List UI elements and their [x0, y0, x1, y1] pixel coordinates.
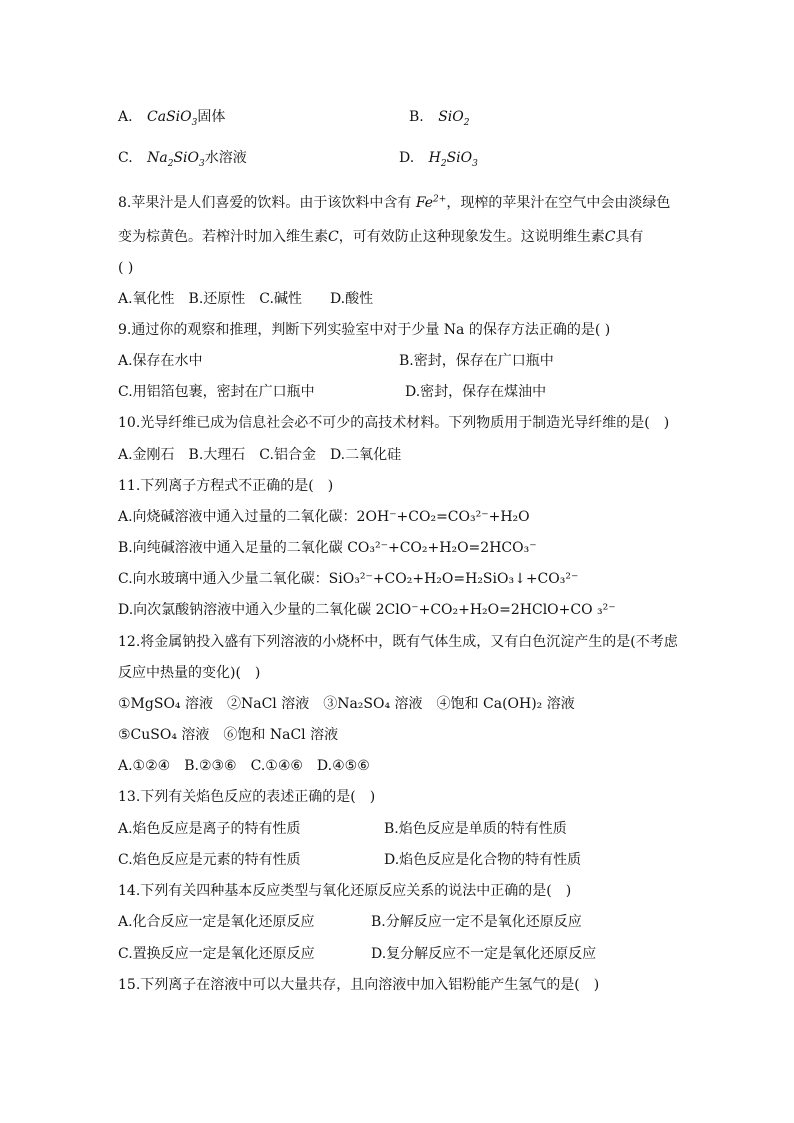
option-text: 固体 — [197, 109, 226, 125]
q9-option-d: D.密封，保存在煤油中 — [405, 384, 547, 400]
q13-option-b: B.焰色反应是单质的特有性质 — [384, 821, 567, 837]
formula-text: CaSiO — [147, 109, 192, 125]
formula — [428, 150, 478, 169]
formula-sub: 3 — [191, 117, 198, 128]
formula-sub: 2 — [440, 158, 447, 169]
q8-text: 8.苹果汁是人们喜爱的饮料。由于该饮料中含有 — [118, 195, 412, 211]
q9-option-a: A.保存在水中 — [118, 353, 203, 369]
q12-options: A.①②④ B.②③⑥ C.①④⑥ D.④⑤⑥ — [118, 758, 370, 774]
q11-option-d: D.向次氯酸钠溶液中通入少量的二氧化碳 2ClO⁻+CO₂+H₂O=2HClO+CO ₃²⁻ — [118, 602, 616, 618]
option-label: D. — [399, 150, 415, 166]
q12-line-3: ①MgSO₄ 溶液 ②NaCl 溶液 ③Na₂SO₄ 溶液 ④饱和 Ca(OH)₂ 溶液 — [118, 696, 575, 712]
q7-option-a — [118, 107, 225, 127]
q14-option-b: B.分解反应一定不是氧化还原反应 — [371, 914, 582, 930]
formula-text: SiO — [173, 150, 200, 166]
option-label: C. — [118, 150, 133, 166]
option-label: B. — [409, 109, 424, 125]
option-text: 水溶液 — [204, 150, 247, 166]
formula — [147, 150, 205, 169]
q9-option-b: B.密封，保存在广口瓶中 — [399, 353, 554, 369]
formula-sub: 2 — [167, 158, 174, 169]
q8-text: ，可有效防止这种现象发生。这说明维生素 — [338, 229, 605, 245]
q8-line-1 — [118, 193, 670, 213]
q13-option-c: C.焰色反应是元素的特有性质 — [118, 852, 301, 868]
q10-stem: 10.光导纤维已成为信息社会必不可少的高技术材料。下列物质用于制造光导纤维的是( ) — [118, 415, 670, 431]
q12-line-1: 12.将金属钠投入盛有下列溶液的小烧杯中，既有气体生成，又有白色沉淀产生的是(不考虑 — [118, 634, 678, 650]
q8-text: 具有 — [615, 229, 644, 245]
formula-text: SiO — [438, 109, 464, 125]
q14-option-d: D.复分解反应不一定是氧化还原反应 — [371, 946, 597, 962]
q8-text: ，现榨的苹果汁在空气中会由淡绿色 — [446, 195, 671, 211]
q8-options: A.氧化性 B.还原性 C.碱性 D.酸性 — [118, 291, 374, 307]
option-label: A. — [118, 109, 133, 125]
q11-stem: 11.下列离子方程式不正确的是( ) — [118, 478, 334, 494]
q13-option-d: D.焰色反应是化合物的特有性质 — [384, 852, 582, 868]
q8-line-2 — [118, 227, 643, 247]
formula — [147, 109, 198, 128]
q8-text: 变为棕黄色。若榨汁时加入维生素 — [118, 229, 328, 245]
formula-text: SiO — [446, 150, 473, 166]
q7-option-b — [409, 107, 469, 127]
q15-stem: 15.下列离子在溶液中可以大量共存，且向溶液中加入铝粉能产生氢气的是( ) — [118, 977, 600, 993]
q14-stem: 14.下列有关四种基本反应类型与氧化还原反应关系的说法中正确的是( ) — [118, 883, 572, 899]
q12-line-4: ⑤CuSO₄ 溶液 ⑥饱和 NaCl 溶液 — [118, 727, 339, 743]
q12-line-2: 反应中热量的变化)( ) — [118, 665, 261, 681]
q14-option-c: C.置换反应一定是氧化还原反应 — [118, 946, 315, 962]
ion-charge: 2+ — [433, 194, 447, 205]
vitamin-c: C — [328, 229, 339, 245]
formula — [438, 109, 470, 128]
q7-option-c — [118, 148, 247, 168]
q9-stem: 9.通过你的观察和推理，判断下列实验室中对于少量 Na 的保存方法正确的是( ) — [118, 322, 611, 338]
q8-line-3: ( ) — [118, 260, 134, 276]
q7-option-d — [399, 148, 478, 168]
q11-option-c: C.向水玻璃中通入少量二氧化碳：SiO₃²⁻+CO₂+H₂O=H₂SiO₃↓+CO₃²⁻ — [118, 571, 579, 587]
ion-text: Fe — [415, 195, 434, 211]
q9-option-c: C.用铝箔包裹，密封在广口瓶中 — [118, 384, 315, 400]
ion-formula — [416, 195, 447, 211]
q14-option-a: A.化合反应一定是氧化还原反应 — [118, 914, 315, 930]
q13-option-a: A.焰色反应是离子的特有性质 — [118, 821, 301, 837]
q11-option-b: B.向纯碱溶液中通入足量的二氧化碳 CO₃²⁻+CO₂+H₂O=2HCO₃⁻ — [118, 540, 537, 556]
formula-text: Na — [147, 150, 168, 166]
vitamin-c: C — [604, 229, 616, 245]
formula-text: H — [428, 150, 441, 166]
q10-options: A.金刚石 B.大理石 C.铝合金 D.二氧化硅 — [118, 447, 402, 463]
formula-sub: 2 — [463, 117, 470, 128]
q11-option-a: A.向烧碱溶液中通入过量的二氧化碳：2OH⁻+CO₂=CO₃²⁻+H₂O — [118, 509, 530, 525]
formula-sub: 3 — [199, 158, 205, 169]
formula-sub: 3 — [472, 158, 478, 169]
q13-stem: 13.下列有关焰色反应的表述正确的是( ) — [118, 789, 376, 805]
